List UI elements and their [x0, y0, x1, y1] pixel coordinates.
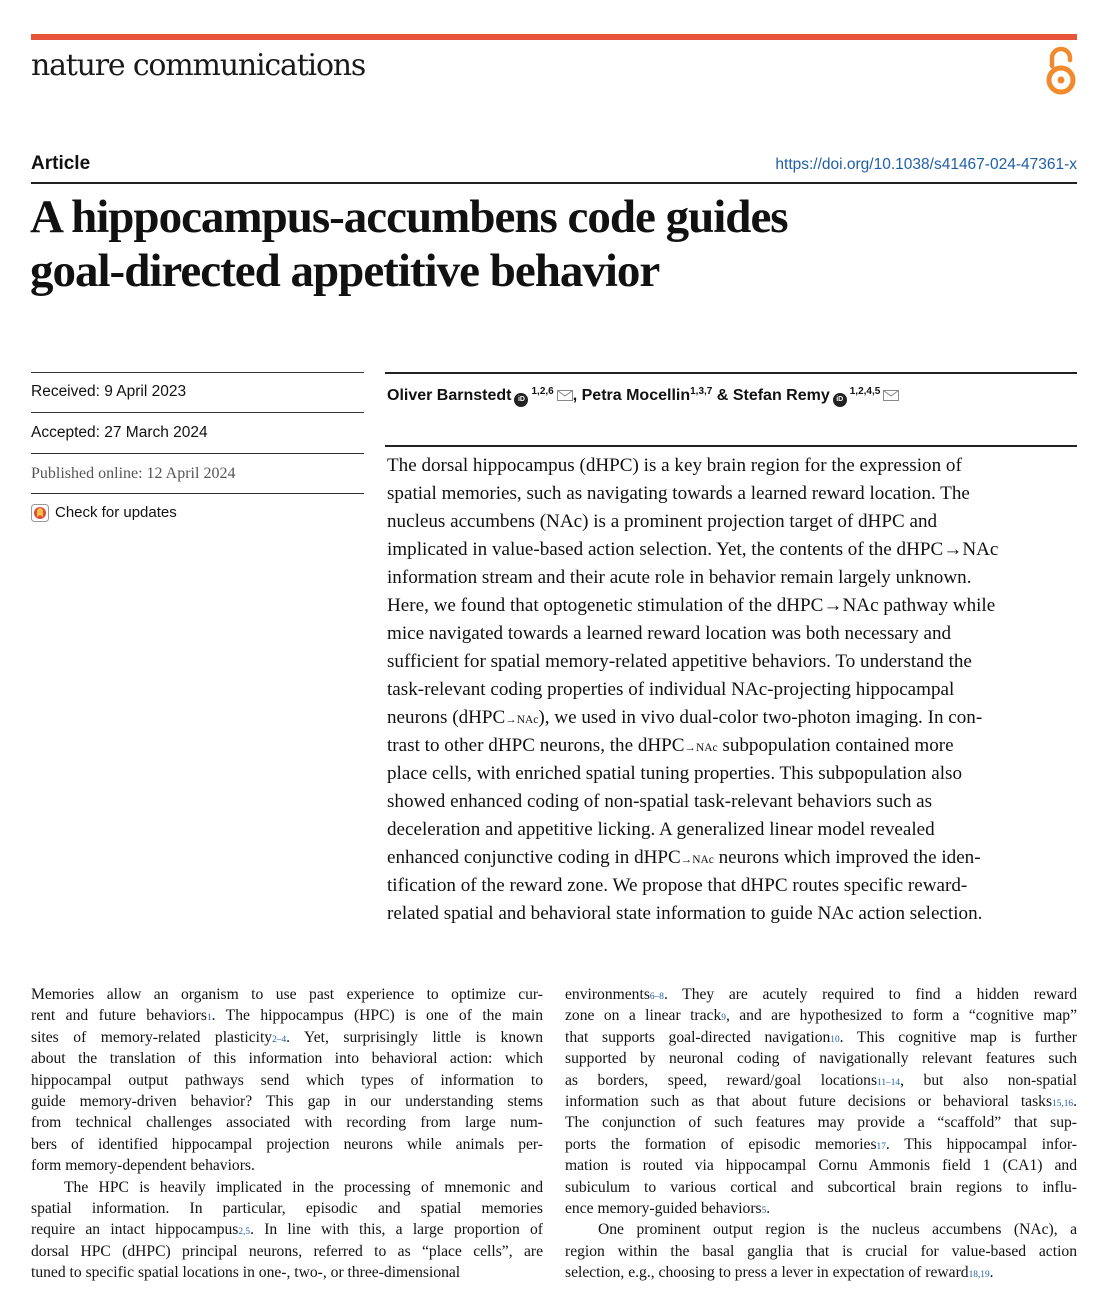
text-line: ence memory-guided behaviors$^5$. — [565, 1200, 771, 1218]
text-line: sufficient for spatial memory-related appetitive behaviors. To understand the — [387, 651, 972, 672]
meta-divider — [31, 412, 364, 413]
email-icon[interactable] — [883, 390, 899, 401]
open-access-icon — [1044, 46, 1078, 96]
author-name[interactable]: Stefan Remy — [732, 387, 830, 404]
journal-top-bar — [31, 34, 1077, 40]
orcid-icon[interactable]: iD — [514, 393, 528, 407]
text-line: dorsal HPC (dHPC) principal neurons, referred to as “place cells”, are — [31, 1242, 543, 1260]
text-line: The dorsal hippocampus (dHPC) is a key brain region for the expression of — [387, 455, 962, 476]
accepted-date: Accepted: 27 March 2024 — [31, 424, 208, 441]
text-line: tuned to specific spatial locations in one-, two-, or three-dimensional — [31, 1264, 461, 1282]
text-line: form memory-dependent behaviors. — [31, 1157, 255, 1175]
check-updates-icon — [31, 504, 49, 522]
text-line: Memories allow an organism to use past experience to optimize cur- — [31, 986, 543, 1003]
text-line: that supports goal-directed navigation$^{10}$. This cognitive map is further — [565, 1028, 1077, 1046]
text-line: sites of memory-related plasticity$^{2-4}$. Yet, surprisingly little is known — [31, 1028, 543, 1046]
text-line: about the translation of this information into behavioral action: which — [31, 1050, 543, 1068]
text-line: place cells, with enriched spatial tuning properties. This subpopulation also — [387, 763, 962, 784]
journal-name[interactable]: nature communications — [31, 48, 366, 83]
text-line: zone on a linear track$^9$, and are hypothesized to form a “cognitive map” — [565, 1007, 1077, 1025]
text-line: enhanced conjunctive coding in dHPC$^{\to NAc}$ neurons which improved the iden- — [387, 847, 981, 868]
author-separator: & — [712, 387, 733, 404]
article-type-label: Article — [31, 153, 91, 174]
text-line: related spatial and behavioral state information to guide NAc action selection. — [387, 903, 983, 924]
text-line: selection, e.g., choosing to press a lever in expectation of reward$^{18,19}$. — [565, 1264, 994, 1282]
text-line: from technical challenges associated with recording from large num- — [31, 1114, 543, 1132]
text-line: deceleration and appetitive licking. A generalized linear model revealed — [387, 819, 935, 840]
author-list — [387, 381, 1077, 407]
text-line: trast to other dHPC neurons, the dHPC$^{\to NAc}$ subpopulation contained more — [387, 735, 954, 756]
text-line: Here, we found that optogenetic stimulation of the dHPC→NAc pathway while — [387, 595, 996, 616]
check-for-updates-button[interactable] — [31, 503, 177, 523]
author-affiliations: 1,2,6 — [531, 386, 554, 397]
orcid-icon[interactable]: iD — [833, 393, 847, 407]
text-line: subiculum to various cortical and subcortical brain regions to influ- — [565, 1178, 1077, 1196]
text-line: guide memory-driven behavior? This gap in our understanding stems — [31, 1093, 543, 1111]
author-separator: , — [572, 387, 582, 404]
abstract-divider — [385, 445, 1077, 447]
doi-link[interactable]: https://doi.org/10.1038/s41467-024-47361-x — [775, 156, 1077, 173]
meta-divider — [31, 493, 364, 494]
title-line: goal-directed appetitive behavior — [30, 245, 660, 297]
text-line: require an intact hippocampus$^{2,5}$. In line with this, a large proportion of — [31, 1221, 543, 1239]
meta-divider — [31, 453, 364, 454]
body-column-left — [31, 984, 543, 1284]
author-name[interactable]: Oliver Barnstedt — [387, 387, 512, 404]
text-line: bers of identified hippocampal projection neurons while animals per- — [31, 1135, 543, 1153]
article-title — [30, 190, 1090, 298]
text-line: environments$^{6-8}$. They are acutely required to find a hidden reward — [565, 986, 1077, 1003]
text-line: hippocampal output pathways send which types of information to — [31, 1071, 543, 1089]
text-line: One prominent output region is the nucleus accumbens (NAc), a — [598, 1221, 1077, 1239]
text-line: spatial information. In particular, episodic and spatial memories — [31, 1200, 543, 1218]
text-line: implicated in value-based action selection. Yet, the contents of the dHPC→NAc — [387, 539, 999, 560]
abstract — [387, 452, 1079, 928]
meta-divider — [31, 372, 364, 373]
text-line: showed enhanced coding of non-spatial task-relevant behaviors such as — [387, 791, 933, 812]
author-affiliations: 1,3,7 — [690, 386, 713, 397]
text-line: task-relevant coding properties of individual NAc-projecting hippocampal — [387, 679, 955, 700]
text-line: mice navigated towards a learned reward location was both necessary and — [387, 623, 952, 644]
authors-divider — [385, 372, 1077, 374]
text-line: region within the basal ganglia that is crucial for value-based action — [565, 1242, 1077, 1260]
text-line: supported by neuronal coding of navigationally relevant features such — [565, 1050, 1077, 1068]
text-line: The conjunction of such features may provide a “scaffold” that sup- — [565, 1114, 1077, 1132]
title-line: A hippocampus-accumbens code guides — [30, 191, 788, 243]
text-line: as borders, speed, reward/goal locations$^{11-14}$, but also non-spatial — [565, 1071, 1077, 1089]
text-line: neurons (dHPC$^{\to NAc}$), we used in vivo dual-color two-photon imaging. In con- — [387, 707, 983, 728]
author-name[interactable]: Petra Mocellin — [581, 387, 691, 404]
text-line: nucleus accumbens (NAc) is a prominent projection target of dHPC and — [387, 511, 938, 532]
received-date: Received: 9 April 2023 — [31, 383, 187, 400]
email-icon[interactable] — [557, 390, 573, 401]
text-line: ports the formation of episodic memories$^{17}$. This hippocampal infor- — [565, 1135, 1077, 1153]
text-line: information stream and their acute role in behavior remain largely unknown. — [387, 567, 972, 588]
header-divider — [31, 182, 1077, 184]
author-affiliations: 1,2,4,5 — [849, 386, 881, 397]
text-line: tification of the reward zone. We propose that dHPC routes specific reward- — [387, 875, 968, 896]
text-line: information such as that about future decisions or behavioral tasks$^{15,16}$. — [565, 1093, 1077, 1111]
check-updates-label: Check for updates — [55, 504, 177, 521]
published-date: Published online: 12 April 2024 — [31, 465, 236, 482]
text-line: spatial memories, such as navigating towards a learned reward location. The — [387, 483, 970, 504]
text-line: rent and future behaviors$^1$. The hippocampus (HPC) is one of the main — [31, 1007, 544, 1025]
text-line: The HPC is heavily implicated in the processing of mnemonic and — [64, 1178, 543, 1196]
body-column-right — [565, 984, 1077, 1284]
text-line: mation is routed via hippocampal Cornu Ammonis field 1 (CA1) and — [565, 1157, 1077, 1175]
